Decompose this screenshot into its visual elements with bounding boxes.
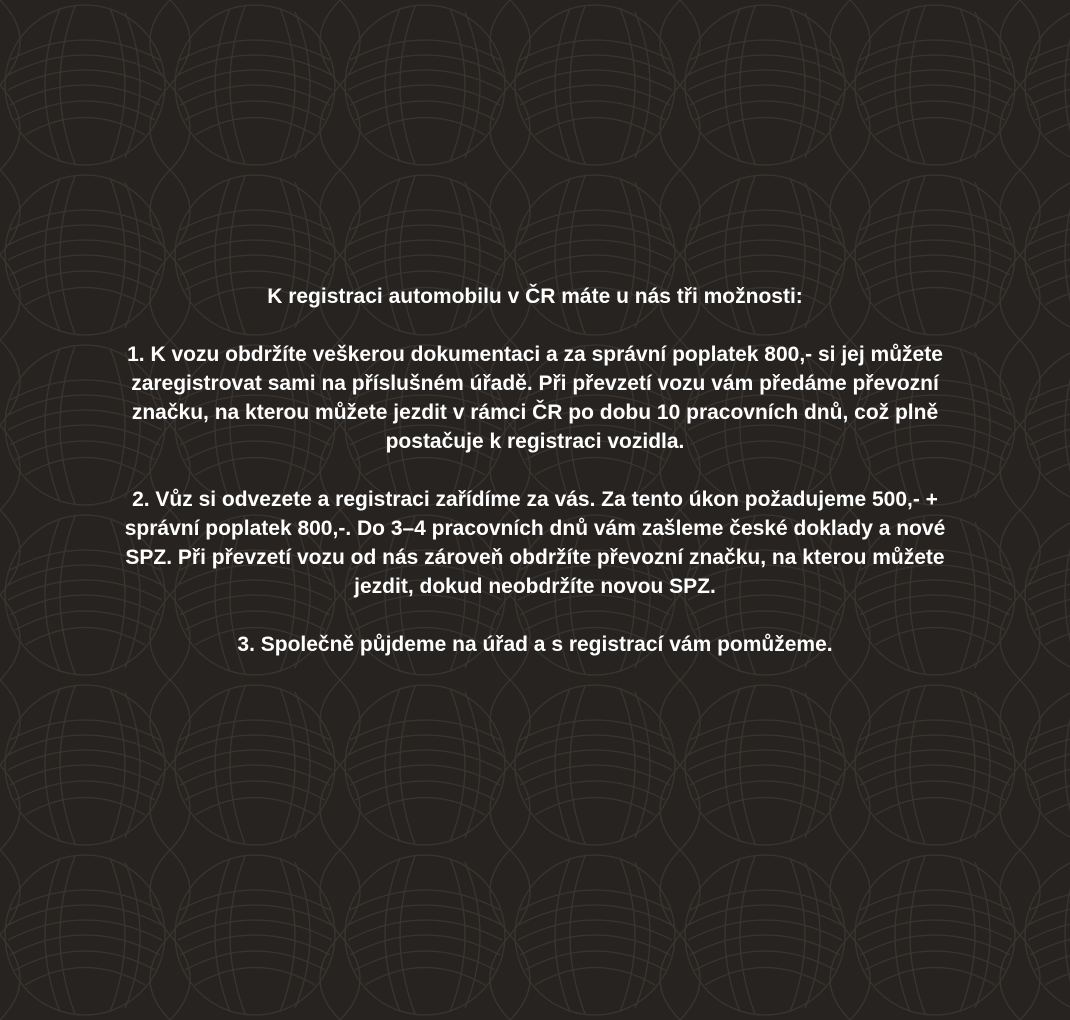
option-3-text: 3. Společně půjdeme na úřad a s registrací vám pomůžeme. [237, 633, 833, 656]
intro-text: K registraci automobilu v ČR máte u nás tři možnosti: [267, 285, 803, 308]
option-1-text: 1. K vozu obdržíte veškerou dokumentaci a za správní poplatek 800,- si jej můžete zaregistrovat sami na příslušném úřadě. Při převzetí vozu vám předáme převozní značku, na kterou můžete jezdit v rámci ČR po dobu 10 pracovních dnů, což plně postačuje k registraci vozidla. [127, 343, 943, 453]
option-2-text: 2. Vůz si odvezete a registraci zařídíme za vás. Za tento úkon požadujeme 500,- + správní poplatek 800,-. Do 3–4 pracovních dnů vám zašleme české doklady a nové SPZ. Při převzetí vozu od nás zároveň obdržíte převozní značku, na kterou můžete jezdit, dokud neobdržíte novou SPZ. [124, 488, 946, 598]
registration-info [100, 282, 970, 659]
